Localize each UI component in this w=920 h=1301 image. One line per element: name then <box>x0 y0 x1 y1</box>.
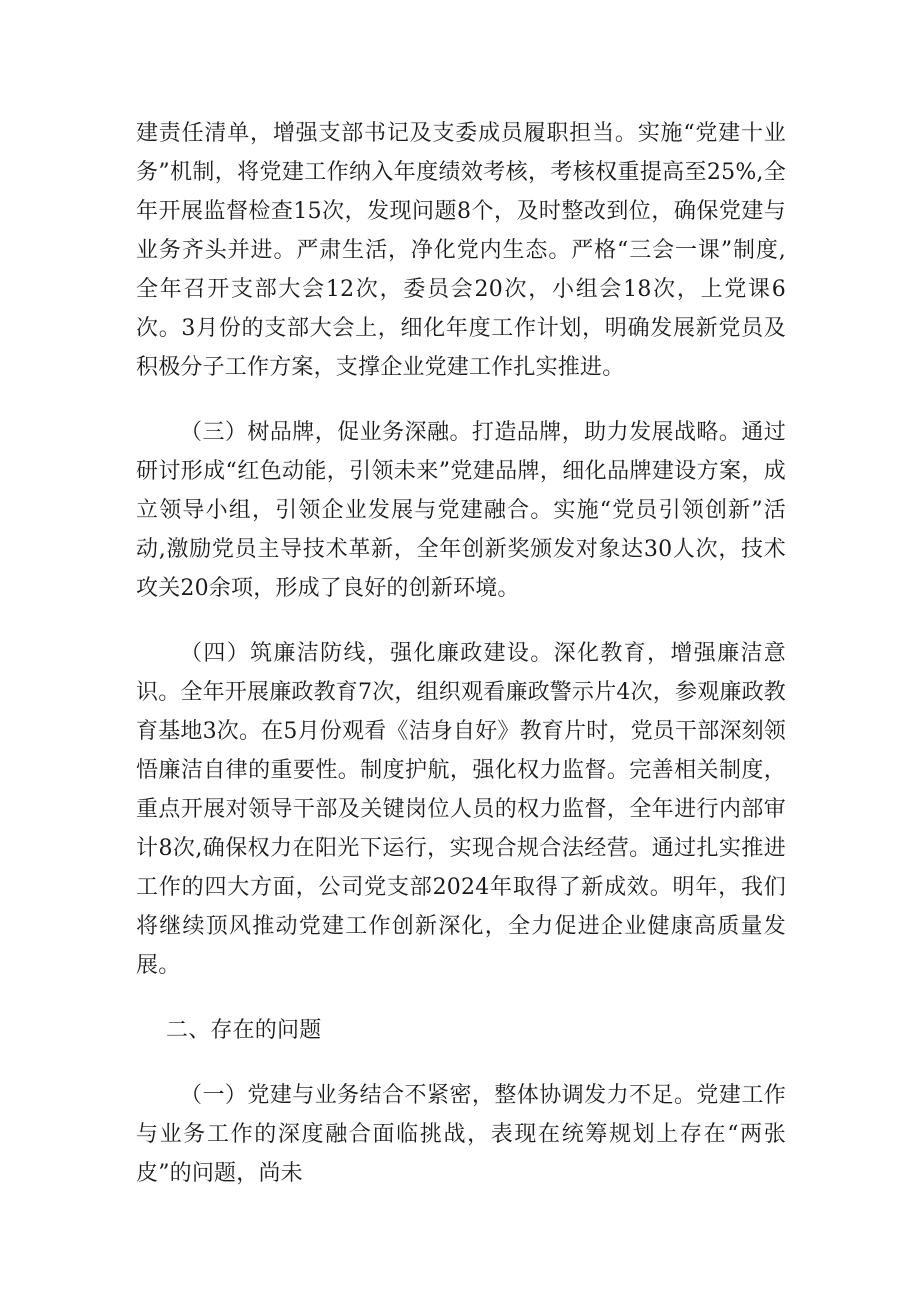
document-body <box>136 114 786 1193</box>
paragraph-problem-one: （一）党建与业务结合不紧密，整体协调发力不足。党建工作与业务工作的深度融合面临挑战，表现在统筹规划上存在“两张皮”的问题，尚未 <box>136 1083 786 1186</box>
paragraph-integrity-defense: （四）筑廉洁防线，强化廉政建设。深化教育，增强廉洁意识。全年开展廉政教育7次，组织观看廉政警示片4次，参观廉政教育基地3次。在5月份观看《洁身自好》教育片时，党员干部深刻领悟廉洁自律的重要性。制度护航，强化权力监督。完善相关制度，重点开展对领导干部及关键岗位人员的权力监督，全年进行内部审计8次,确保权力在阳光下运行，实现合规合法经营。通过扎实推进工作的四大方面，公司党支部2024年取得了新成效。明年，我们将继续顶风推动党建工作创新深化，全力促进企业健康高质量发展。 <box>136 641 786 978</box>
paragraph-brand-building: （三）树品牌，促业务深融。打造品牌，助力发展战略。通过研讨形成“红色动能，引领未来”党建品牌，细化品牌建设方案，成立领导小组，引领企业发展与党建融合。实施“党员引领创新”活动,激励党员主导技术革新，全年创新奖颁发对象达30人次，技术攻关20余项，形成了良好的创新环境。 <box>136 420 786 601</box>
section-heading-problems: 二、存在的问题 <box>166 1018 322 1043</box>
paragraph-party-building-responsibility: 建责任清单，增强支部书记及支委成员履职担当。实施“党建十业务”机制，将党建工作纳入年度绩效考核，考核权重提高至25%,全年开展监督检查15次，发现问题8个，及时整改到位，确保党建与业务齐头并进。严肃生活，净化党内生态。严格“三会一课”制度,全年召开支部大会12次，委员会20次，小组会18次，上党课6次。3月份的支部大会上，细化年度工作计划，明确发展新党员及积极分子工作方案，支撑企业党建工作扎实推进。 <box>136 121 786 380</box>
